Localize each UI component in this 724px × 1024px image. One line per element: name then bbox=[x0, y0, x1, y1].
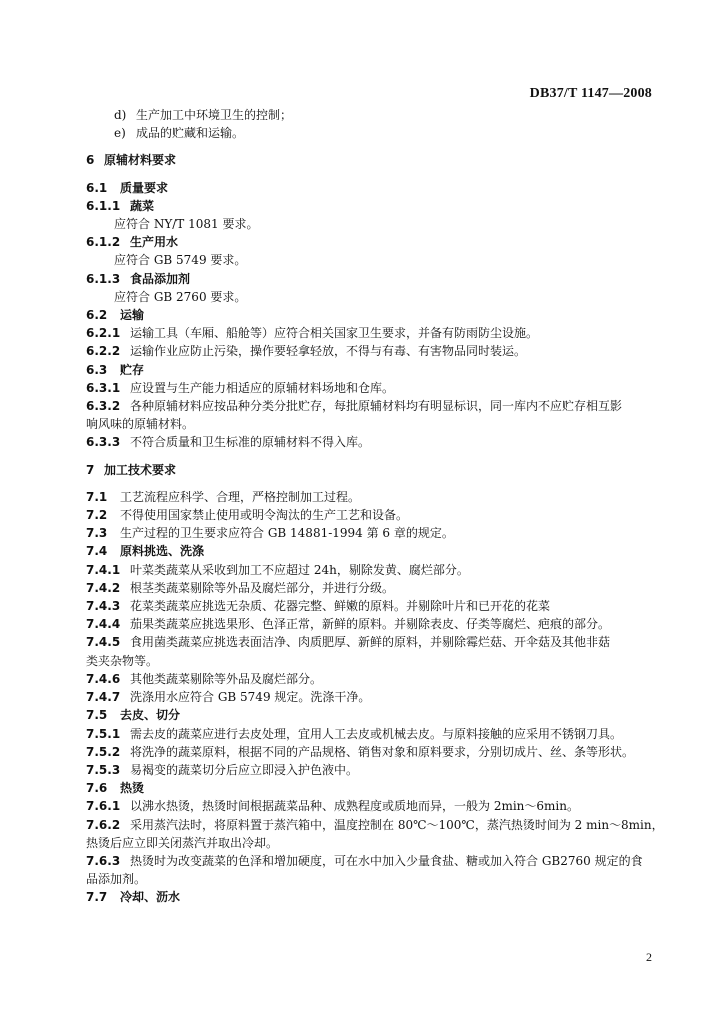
clause: 7.4.6 其他类蔬菜剔除等外品及腐烂部分。 bbox=[86, 671, 323, 686]
subsection-heading: 7.4 原料挑选、洗涤 bbox=[86, 544, 205, 559]
page-number: 2 bbox=[646, 950, 652, 964]
paragraph: 应符合 GB 5749 要求。 bbox=[114, 253, 247, 268]
clause-continuation: 热烫后应立即关闭蒸汽并取出冷却。 bbox=[86, 835, 279, 850]
clause-continuation: 品添加剂。 bbox=[86, 872, 147, 887]
clause: 7.4.5 食用菌类蔬菜应挑选表面洁净、肉质肥厚、新鲜的原料，并剔除霉烂菇、开伞菇及其他非菇 bbox=[86, 635, 611, 650]
list-item: d) 生产加工中环境卫生的控制； bbox=[114, 108, 293, 122]
clause: 6.2.1 运输工具（车厢、船舱等）应符合相关国家卫生要求，并备有防雨防尘设施。 bbox=[86, 326, 539, 341]
clause: 6.3.2 各种原辅材料应按品种分类分批贮存，每批原辅材料均有明显标识，同一库内不应贮存相互影 bbox=[86, 399, 623, 414]
document-body bbox=[86, 106, 664, 907]
section-heading: 7 加工技术要求 bbox=[86, 462, 177, 477]
clause-continuation: 响风味的原辅材料。 bbox=[86, 417, 195, 432]
subsection-heading: 6.1 质量要求 bbox=[86, 180, 169, 195]
clause: 6.3.3 不符合质量和卫生标准的原辅材料不得入库。 bbox=[86, 435, 371, 450]
clause: 7.6.2 采用蒸汽法时，将原料置于蒸汽箱中，温度控制在 80℃～100℃，蒸汽热烫时间为 2 min～8min， bbox=[86, 817, 664, 832]
clause: 7.4.2 根茎类蔬菜剔除等外品及腐烂部分，并进行分级。 bbox=[86, 580, 395, 595]
subsection-heading: 7.6 热烫 bbox=[86, 781, 145, 796]
subsection-heading: 6.2 运输 bbox=[86, 308, 145, 323]
clause: 7.6.3 热烫时为改变蔬菜的色泽和增加硬度，可在水中加入少量食盐、糖或加入符合 GB2760 规定的食 bbox=[86, 853, 643, 868]
clause: 6.2.2 运输作业应防止污染，操作要轻拿轻放，不得与有毒、有害物品同时装运。 bbox=[86, 344, 527, 359]
paragraph: 应符合 GB 2760 要求。 bbox=[114, 289, 247, 304]
clause: 7.4.4 茄果类蔬菜应挑选果形、色泽正常，新鲜的原料。并剔除表皮、仔类等腐烂、疤痕的部分。 bbox=[86, 617, 611, 632]
section-heading: 6 原辅材料要求 bbox=[86, 153, 177, 168]
clause: 7.5.3 易褐变的蔬菜切分后应立即浸入护色液中。 bbox=[86, 762, 359, 777]
clause: 7.4.7 洗涤用水应符合 GB 5749 规定。洗涤干净。 bbox=[86, 690, 371, 705]
document-code: DB37/T 1147—2008 bbox=[529, 86, 652, 101]
clause: 7.5.1 需去皮的蔬菜应进行去皮处理，宜用人工去皮或机械去皮。与原料接触的应采用不锈钢刀具。 bbox=[86, 726, 623, 741]
clause: 7.2 不得使用国家禁止使用或明令淘汰的生产工艺和设备。 bbox=[86, 508, 409, 523]
clause: 7.1 工艺流程应科学、合理，严格控制加工过程。 bbox=[86, 489, 361, 504]
clause: 7.4.1 叶菜类蔬菜从采收到加工不应超过 24h，剔除发黄、腐烂部分。 bbox=[86, 562, 469, 577]
clause: 6.3.1 应设置与生产能力相适应的原辅材料场地和仓库。 bbox=[86, 380, 395, 395]
clause: 7.4.3 花菜类蔬菜应挑选无杂质、花器完整、鲜嫩的原料。并剔除叶片和已开花的花菜 bbox=[86, 599, 551, 614]
subsubsection-heading: 6.1.3 食品添加剂 bbox=[86, 271, 191, 286]
list-item: e) 成品的贮藏和运输。 bbox=[114, 126, 245, 141]
subsubsection-heading: 6.1.1 蔬菜 bbox=[86, 198, 155, 213]
clause: 7.6.1 以沸水热烫，热烫时间根据蔬菜品种、成熟程度或质地而异，一般为 2min～6min。 bbox=[86, 799, 579, 814]
subsection-heading: 7.5 去皮、切分 bbox=[86, 708, 181, 723]
subsubsection-heading: 6.1.2 生产用水 bbox=[86, 235, 179, 250]
clause-continuation: 类夹杂物等。 bbox=[86, 653, 159, 668]
subsection-heading: 7.7 冷却、沥水 bbox=[86, 890, 181, 905]
subsection-heading: 6.3 贮存 bbox=[86, 362, 145, 377]
paragraph: 应符合 NY/T 1081 要求。 bbox=[114, 217, 259, 232]
clause: 7.3 生产过程的卫生要求应符合 GB 14881-1994 第 6 章的规定。 bbox=[86, 526, 454, 541]
clause: 7.5.2 将洗净的蔬菜原料，根据不同的产品规格、销售对象和原料要求，分别切成片、丝、条等形状。 bbox=[86, 744, 635, 759]
